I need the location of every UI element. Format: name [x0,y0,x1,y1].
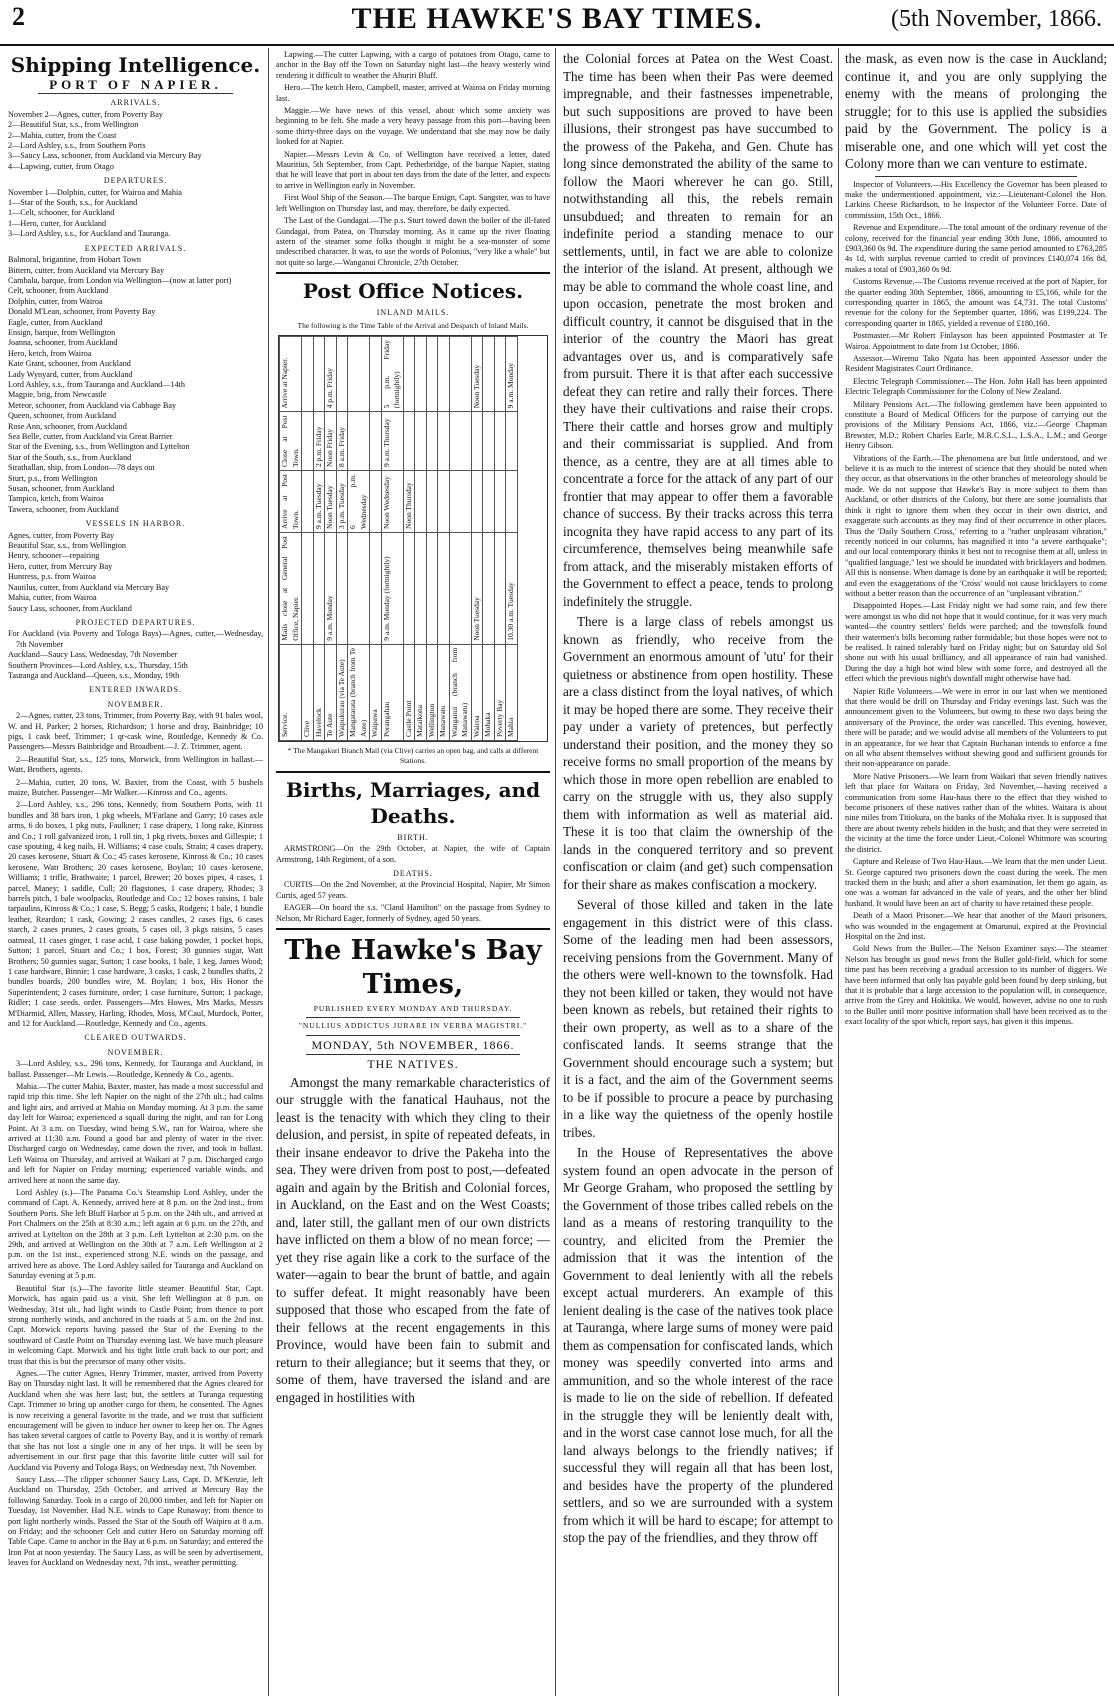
list-item: 2—Lord Ashley, s.s., from Southern Ports [8,141,146,151]
table-cell: 9 a.m. Monday (fortnightly) [381,532,403,644]
list-item: Lord Ashley, s.s., from Tauranga and Auckland—14th [8,379,186,389]
table-cell [313,532,325,644]
table-cell: Wairoa [471,644,483,740]
table-row [506,336,518,740]
masthead-date: MONDAY, 5th NOVEMBER, 1866. [311,1037,515,1052]
table-cell: 5 p.m. Friday (fortnightly) [381,336,403,411]
mail-timetable [278,335,548,742]
table-cell [348,532,370,644]
shipping-note: Lord Ashley (s.)—The Panama Co.'s Steamship Lord Ashley, under the command of Capt. A. Kennedy, arrived here at 8 p.m. on the 2nd inst., from Southern Ports. She left Bluff Harbor at 5 p.m. on the 24th ult., and arrived at Port Chalmers on the 25th at 8:30 a.m.; left again at 6 p.m. on the 27th, and arrived at Lyttelton on the 28th at 3 p.m. Left Lyttelton at 2:30 p.m. on the 29th, and arrived at Wellington on the 30th at 7 a.m. Left Wellington at 2 p.m. on the 1st inst., experienced strong N.E. winds on the passage, and arrived here as above. The Lord Ashley sailed for Tauranga and Auckland on Saturday evening at 5 p.m. [8,1188,263,1281]
table-cell: Mahia [506,644,518,740]
cleared-month: NOVEMBER. [107,1047,164,1057]
news-item: Napier Rifle Volunteers.—We were in error in our last when we mentioned that there would be drill on Thursday and Friday evenings last. Such was the announcement given to the Volunteers, but owing to these two days being the anniversary of the Province, the order was cancelled. This evening, however, there will be parade; and we would advise all members of the Volunteers to put in an appearance, for we hear that Captain Buchanan intends to enforce a fine on all who absent themselves without shewing good and sufficient grounds for their non-appearance on parade. [845,686,1107,769]
table-cell: Manawatu [438,644,450,740]
list-item: Tampico, ketch, from Wairoa [8,494,104,504]
table-cell: Noon Friday [325,412,337,471]
table-cell [370,532,382,644]
article-continuation [845,50,1107,173]
table-cell [438,532,450,644]
news-item: Gold News from the Buller.—The Nelson Examiner says:—The steamer Nelson has brought us good news from the Buller gold-field, which for some time past has been receiving a gradual accession to its number of diggers. We have been informed that only has payable gold been found by deep sinking, but that it is probable that a large accession to the population will, in consequence, arrive from the Grey and Hokitika. We would, however, advise no one to rush to the Buller until more positive information shall have been received as to the exact locality of the spot which, report says, has given it this impetus. [845,944,1107,1027]
shipping-note: Hero.—The ketch Hero, Campbell, master, arrived at Wairoa on Friday morning last. [276,83,550,103]
table-cell: Noon Tuesday [325,470,337,532]
list-item: Tawera, schooner, from Auckland [8,504,119,514]
table-cell [403,532,415,644]
list-item: Star of the South, s.s., from Auckland [8,452,132,462]
table-cell: Castle Point [403,644,415,740]
list-item: Mahia, cutter, from Wairoa [8,593,97,603]
news-item: Disappointed Hopes.—Last Friday night we had some rain, and few there were amongst us who did not hope that it would continue, for it was very much wanted—the country settlers' fields were parched; and the townsfolk found their watermen's bills becoming rather formidable; but those hopes were not to be realised. It rained tolerably hard on Friday night; but on Saturday old Sol shone out with his usual brilliancy, and all appearance of rain had vanished. During the day a high hot wind blew with some force, and destroyed all the effect which the previous night's downfall might otherwise have had. [845,601,1107,684]
news-item: Vibrations of the Earth.—The phenomena are but little understood, and we believe it is as much to the interest of science that they should be noted when they occur, as that observations in the other branches of meteorology should be made. We do not suppose that Hawke's Bay is more subject to them than Auckland, or other districts of the Colony, but there are some journalists that think it right to ignore them when they occur in their own district, and exaggerate such accounts as they may find of their occurrence in other places. Thus the 'Daily Southern Cross,' referring to a "rather unpleasant vibration," recently noticed in our columns, has magnified it into "a severe earthquake"; and our local contemporary thinks it best not to recognise them at all, unless in "qualified language," lest we should be inundated with bricklayers and hodmen. All this is nonsense. When damage is done by an earthquake it will be reported; and even the exaggerations of the 'Cross' would not cause bricklayers to come without a better reason than the occurrence of an "unpleasant vibration." [845,453,1107,598]
shipping-note: Napier.—Messrs Levin & Co. of Wellington have received a letter, dated Mauritius, 5th September, from Capt. Petherbridge, of the barque Napier, stating that he will leave that port in about ten days from the date of the letter, and expects to arrive in Wellington early in November. [276,149,550,190]
table-cell [415,336,427,411]
table-cell [426,532,438,644]
list-item: Queen, schooner, from Auckland [8,411,117,421]
list-item: Auckland—Saucy Lass, Wednesday, 7th November [8,650,178,660]
table-cell: 9 a.m. Monday [325,532,337,644]
entered-heading: ENTERED INWARDS. [89,685,182,695]
table-cell: 9 a.m. Monday [506,336,518,411]
list-item: Ensign, barque, from Wellington [8,327,116,337]
arrivals-heading: ARRIVALS. [110,98,161,108]
table-cell: Mohaka [483,644,495,740]
masthead-title: The Hawke's Bay Times, [284,935,542,1000]
list-item: Huntress, p.s. from Wairoa [8,572,96,582]
table-cell [438,412,450,471]
table-row [403,336,415,740]
table-cell [471,412,483,471]
column-notices [276,50,550,1690]
list-item: For Auckland (via Poverty and Tologa Bays)—Agnes, cutter,—Wednesday, 7th November [8,629,263,649]
table-cell [313,336,325,411]
news-item: Electric Telegraph Commissioner.—The Hon. John Hall has been appointed Electric Telegraph Commissioner for the Colony of New Zealand. [845,376,1107,397]
entered-item: 2—Lord Ashley, s.s., 296 tons, Kennedy, from Southern Ports, with 11 bundles and 38 bars iron, 1 pkg wheels, M'Farlane and Garry; 10 cases axle arms, 6 do boxes, 1 pkg nuts, Faulkner; 1 case drapery, 1 long rake, Kinross and Co.; 1 roll galvanized iron, 1 roll tin, 1 pkg rivets, boxes and Gillespie; 1 case spouting, 4 keg nails, H. Williams; 4 case coals, Strain; 4 cases drapery, 20 cases kerosene, Stuart & Co.; 45 cases kerosene, Kinross & Co.; 10 cases kerosene, Watt Brothers; 20 cases kerosene, Boylan; 10 cases kerosene, Williams; 1 trifle, Brathwaite; 1 parcel, Brewer; 20 boxes pipes, 4 cases, 1 parcel, Maney; 1 saddle, Cull; 20 flagstones, 1 case drapery, Rhodes; 3 barrels pitch, 1 bale woolpacks, Routledge and Co.; 12 boxes raisins, 1 bale tarpaulins, Kinross & Co.; 1 case, S. Begg; 5 casks, Rodgers; 1 bale, 1 bundle leather, Reardon; 1 cask, Gowing; 2 cases candles, 2 cases figs, 6 cases starch, 2 cases prunes, 2 cases groats, 5 cases oil, 3 pkgs raisins, 5 cases oatmeal, 11 cases ginger, 1 case acid, 1 case baking powder, 1 pocket hops, Sutton; 1 parcel, Stuart and Co.; 1 box, Forest; 30 gunnies sugar, Watt Brothers; 50 gunnies sugar, Sutton; 1 case books, 1 bale, 1 keg, James Wood; 1 case hardware, Binnie; 1 case hardware, 3 casks, 1 cask, 2 bundles shafts, 2 bundles boards, 200 bundles wire, M. Boylan; 1 box, His Honor the Superintendent; 2 cases furniture, order; 1 case furniture, Sutton; 1 package, Ridler; 1 case seeds, order. Passengers—Mrs Howes, Mrs Marks, Messrs M'Diarmid, Allen, Massey, Harling, Rhodes, Moss, M'Caul, Murdock, Potter, and 12 for Auckland.—Routledge, Kennedy and Co., agents. [8,800,263,1028]
table-row [370,336,382,740]
birth-notice: ARMSTRONG—On the 29th October, at Napier, the wife of Captain Armstrong, 14th Regiment, of a son. [276,844,550,864]
table-cell: Mangatarata (branch from Te Aute) [348,644,370,740]
list-item: Lady Wynyard, cutter, from Auckland [8,369,133,379]
table-cell [494,336,506,411]
projected-heading: PROJECTED DEPARTURES. [75,617,196,627]
table-cell: 2 p.m. Friday [313,412,325,471]
table-cell: 3 p.m. Tuesday [336,470,348,532]
column-header: Mails close at General Post Office, Napier. [280,532,302,644]
news-item: More Native Prisoners.—We learn from Waikari that seven friendly natives left that place for Waitara on Friday, 3rd November,—having received a communication from some Hau-haus there to the effect that they wished to become prisoners of these natives rather than of the whites. Waitara is about nine miles from Titiokura, on the banks of the Mohaka river. It is supposed that there are about twenty rebels hidden in the bush; and that they were secreted in the vicinity at the time the force under Lieut.-Colonel Whitmore was scouring the district. [845,771,1107,854]
list-item: Balmoral, brigantine, from Hobart Town [8,255,141,265]
column-rule [838,48,839,1696]
cleared-heading: CLEARED OUTWARDS. [84,1033,187,1043]
article-paragraph: In the House of Representatives the above system found an open advocate in the person of Mr George Graham, who proposed the settling by the Government of those tribes called rebels on the land as a means of restoring tranquility to the country, and elicited from the Premier the admission that it was the intention of the Government to deal leniently with all the rebels except actual murderers. An example of this lenient dealing is the case of the natives took place at Tauranga, where large sums of money were paid them as compensation for confiscated lands, which money was speedily converted into arms and ammunition, and so the whole interest of the race is made to lie on the side of rebellion. If defeated in the struggle they will be leniently dealt with, and in the worst case cannot lose much, for all the land always belongs to the friendly natives; if successful they will regain all that has been lost, and besides have the property of the plundered settlers, and so we are surrounded with a system from which it will be hard to escape; for attempt to stop the pay of the friendlies, and they throw off [563,1145,833,1545]
list-item: November 1—Dolphin, cutter, for Wairoa and Mahia [8,187,182,197]
inland-mails-heading: INLAND MAILS. [376,308,450,318]
table-cell [506,470,518,532]
list-item: Strathallan, ship, from London—78 days out [8,463,155,473]
news-item: Death of a Maori Prisoner.—We hear that another of the Maori prisoners, who was wounded in the engagement at Omarunui, expired at the Provincial Hospital on the 2nd inst. [845,911,1107,941]
death-notice: EAGER—On board the s.s. "Cland Hamilton" on the passage from Sydney to Nelson, Mr Richard Eager, formerly of Sydney, aged 50 years. [276,903,550,923]
list-item: Tauranga and Auckland—Queen, s.s., Monday, 19th [8,670,180,680]
table-row [415,336,427,740]
table-cell: Noon Tuesday [471,336,483,411]
newspaper-title: THE HAWKE'S BAY TIMES. [351,2,763,35]
departures-heading: DEPARTURES. [103,176,168,186]
list-item: November 2—Agnes, cutter, from Poverty Bay [8,109,163,119]
table-cell: 10.30 a.m. Tuesday [506,532,518,644]
table-cell: Noon Tuesday [471,532,483,644]
article-paragraph: the Colonial forces at Patea on the West Coast. The time has been when their Pas were deemed impregnable, and their fastnesses impenetrable, but such suppositions are proved to have been illusions, their strongest pas have succumbed to the prowess of the Pakeha, and Gen. Chute has long since demonstrated the ability of the same to follow the Maori wherever he can go. Still, notwithstanding all this, the rebels remain unsubdued; and threaten to remain for an indefinite period a standing menace to our settlements, until, in fact we are able to colonize the interior of the island. At present, although we may be able to command the whole coast line, and upon occasion, penetrate the most broken and difficult country, it cannot be disguised that in the interior of the country the Maori has great advantages over us, and is comparatively safe from pursuit. There it is that after each successive defeat they can retire and rally their forces. There they have their cultivations and raise their crops. There their cattle and horses grow and multiply and their commissariat is supplied. And from thence, as a centre, they are at all times able to concentrate a force for the attack of any part of our frontier that may appear to offer them a favorable chance of success. By their tracks across this terra incognita they have rapid access to any part of its circumference, themselves being meanwhile safe from attack, and the miserably mistaken efforts of the Government to effect a peace, tends to prolong indefinitely the struggle. [563,51,833,609]
news-item: Revenue and Expenditure.—The total amount of the ordinary revenue of the colony, received for the financial year ending 30th June, 1866, amounted to £903,360 0s 9d. The expenditure during the same period amounted to £763,285 4s 1d, with surplus revenue carried to credit of provinces £140,074 16s 8d, makes a total of £903,360 0s 9d. [845,223,1107,274]
list-item: Southern Provinces—Lord Ashley, s.s., Thursday, 15th [8,660,188,670]
mail-footnote: * The Mangakuri Branch Mail (via Clive) carries an open bag, and calls at different Stations. [287,745,539,766]
departures-list [8,188,263,240]
table-cell [438,336,450,411]
table-cell [336,532,348,644]
list-item: 2—Beautiful Star, s.s., from Wellington [8,120,139,130]
table-cell: Havelock [313,644,325,740]
section-heading-shipping: Shipping Intelligence. [10,53,261,77]
table-cell [302,336,314,411]
list-item: Beautiful Star, s.s., from Wellington [8,541,127,551]
table-row [483,336,495,740]
table-cell [494,532,506,644]
news-item: Assessor.—Wiremu Tako Ngata has been appointed Assessor under the Resident Magistrates Court Ordinance. [845,354,1107,374]
list-item: Rose Ann, schooner, from Auckland [8,421,127,431]
death-notice: CURTIS—On the 2nd November, at the Provincial Hospital, Napier, Mr Simon Curtis, aged 57 years. [276,880,550,900]
list-item: Star of the Evening, s.s., from Wellington and Lyttelton [8,442,190,452]
page-header [0,0,1114,46]
column-header: Service. [280,644,302,740]
list-item: Susan, schooner, from Auckland [8,484,115,494]
news-item: Postmaster.—Mr Robert Finlayson has been appointed Postmaster at Te Wairoa. Appointment to date from 1st October, 1866. [845,331,1107,351]
table-cell: 6 p.m. Wednesday [348,470,370,532]
list-item: 1—Hero, cutter, for Auckland [8,218,107,228]
entered-item: 2—Agnes, cutter, 23 tons, Trimmer, from Poverty Bay, with 91 bales wool, W. and H. Parker; 2 horses, Richardson; 1 horse and dray, Bainbridge; 10 pigs, 1 cask beef, Trimmer; 1 qr-cask wine, Routledge, Kennedy & Co. Passengers—Messrs Bainbridge and Broadbent.—J. Z. Trimmer, agent. [8,711,263,752]
list-item: Hero, ketch, from Wairoa [8,348,92,358]
table-cell [336,336,348,411]
list-item: Saucy Lass, schooner, from Auckland [8,603,132,613]
table-cell [483,336,495,411]
table-cell [415,532,427,644]
table-cell: Waipawa [370,644,382,740]
port-heading: PORT OF NAPIER. [49,77,222,92]
table-cell [471,470,483,532]
table-cell [302,412,314,471]
section-heading-bmd: Births, Marriages, and Deaths. [285,777,541,828]
table-cell [403,336,415,411]
table-cell [449,470,471,532]
list-item: Joanna, schooner, from Auckland [8,338,118,348]
expected-heading: EXPECTED ARRIVALS. [84,243,187,253]
list-item: 3—Lord Ashley, s.s., for Auckland and Tauranga. [8,229,171,239]
column-header: Arrive at Napier. [280,336,302,411]
list-item: Celt, schooner, from Auckland [8,286,109,296]
mail-table [279,336,518,741]
arrivals-list [8,110,263,172]
harbor-list [8,531,263,614]
list-item: 1—Star of the South, s.s., for Auckland [8,198,138,208]
news-item: Inspector of Volunteers.—His Excellency the Governor has been pleased to make the undermentioned appointment, viz.:—Lieutenant-Colonel the Hon. Larkins Cheese Richardson, to be Inspector of the Volunteer Force. Date of commission, 15th Oct., 1866. [845,179,1107,220]
list-item: 1—Celt, schooner, for Auckland [8,208,115,218]
shipping-note: Mahia.—The cutter Mahia, Baxter, master, has made a most successful and rapid trip this time. She left Napier on the night of the 27th ult.; had calms and light airs, and arrived at Mahia on Monday morning. At 3 p.m. the same day left for Wairoa; experienced a squall during the night, and ran for Long Point. At 3 a.m. on Tuesday, wind being S.W., ran for Wairoa, where she arrived at 11:30 a.m. Found a good bar and plenty of water in the river. Discharged cargo on Wednesday, came down the river, and took in ballast. Left Wairoa on Thursday, and arrived at Waikari at 7 p.m. Discharged cargo and left for Napier on Friday morning; experienced variable winds, and arrived here at noon the same day. [8,1081,263,1185]
list-item: Eagle, cutter, from Auckland [8,317,103,327]
table-cell: 9 a.m. Thursday [381,412,403,471]
shipping-note: Agnes.—The cutter Agnes, Henry Trimmer, master, arrived from Poverty Bay on Thursday night last. It will be remembered that the Agnes cleared for Auckland when she was here last; but, the settlers at Turanga requesting Capt. Trimmer to bring up another cargo for them, he consented. The Agnes is now receiving a general favorite in the trade, and we trust that sufficient encouragement will be given to induce her owner to keep her on. The Agnes has taken several cargoes of cattle to Poverty Bay, and it is worthy of remark that she has not lost a single one in any of her trips. It will be seen by advertisement in our first page that this favorite little cutter will sail for Auckland via Poverty and Tologa Bays, on Wednesday next, 7th November. [8,1368,263,1472]
list-item: Nautilus, cutter, from Auckland via Mercury Bay [8,582,170,592]
shipping-note: Lapwing.—The cutter Lapwing, with a cargo of potatoes from Otago, came to anchor in the Bay off the Town on Saturday night last—the heavy westerly wind rendering it difficult to weather the Ahuriri Bluff. [276,50,550,80]
shipping-note: The Last of the Gundagai.—The p.s. Sturt towed down the boiler of the ill-fated Gundagai, from Patea, on Thursday morning. As it came up the river floating astern of the steamer some folks thought it might be a sea-monster of some undescribed character. It was, to use the words of Polonius, "very like a whale" but not quite so large.—Wanganui Chronicle, 27th October. [276,216,550,267]
column-header: Arrive at Post Town. [280,470,302,532]
table-row [438,336,450,740]
table-cell [494,470,506,532]
article-paragraph: the mask, as even now is the case in Auckland; continue it, and you are only supplying the enemy with the means of prolonging the struggle; for to this use is applied the subsidies paid by the Government. The policy is a miserable one, and one which will yet cost the Colony more than we can venture to estimate. [845,51,1107,171]
harbor-heading: VESSELS IN HARBOR. [85,519,186,529]
list-item: Agnes, cutter, from Poverty Bay [8,530,115,540]
column-rule [268,48,269,1696]
list-item: Meteor, schooner, from Auckland via Cabbage Bay [8,400,177,410]
shipping-note: Saucy Lass.—The clipper schooner Saucy Lass, Capt. D. M'Kenzie, left Auckland on Thursday, 25th October, and arrived at Mercury Bay the following Saturday. Took in a cargo of 20,000 timber, and left for Napier on Tuesday, 1st November. Had N.E. winds to Cape Runaway; from thence to port light northerly winds. Passed the Star of the South off Waipiro at 8 a.m. on Friday; and the schooner Celt and cutter Hero on Saturday morning off Table Cape. Came to anchor in the Bay at 6 p.m. on Saturday; and entered the Iron Pot at noon yesterday. The Saucy Lass, as will be seen by advertisement, leaves for Auckland on Wednesday next, 7th inst., weather permitting. [8,1475,263,1568]
article-title: THE NATIVES. [367,1057,459,1072]
column-news [845,50,1107,1690]
issue-date: (5th November, 1866. [891,6,1102,32]
table-cell [483,532,495,644]
projected-list [8,629,263,681]
list-item: Dolphin, cutter, from Wairoa [8,296,103,306]
table-header-row [280,336,302,740]
table-cell [426,470,438,532]
entered-month: NOVEMBER. [107,699,164,709]
news-item: Customs Revenue.—The Customs revenue received at the port of Napier, for the quarter ending 30th September, 1866, amounting to £5,166, while for the corresponding quarter in 1865, the amount was £4,731. The total Customs' revenue for the colony for the September quarter, 1866, was £199,224. The corresponding quarter in 1865, yielded a revenue of £180,160. [845,277,1107,328]
page-number: 2 [12,2,25,31]
column-header: Close at Post Town. [280,412,302,471]
table-cell [370,412,382,471]
table-cell: Waipukurau (via Te Aute) [336,644,348,740]
article-paragraph: There is a large class of rebels amongst us known as friendly, who receive from the Government an enormous amount of 'utu' for their quietness or abstinence from open hostility. These are a class distinct from the loyal natives, of which it may be hoped there are some. They receive their pay under a variety of pretences, but perfectly understand their position, and the money they so receive forms no small proportion of the means by which those in more open rebellion are enabled to carry on the struggle with us, they also supply them with information as well as material aid. These it is too that claim the ownership of the lands in the conquered territory and so prevent confiscation or claim (and get) such compensation for their share as makes confiscation a mockery. [563,614,833,892]
column-article [563,50,833,1690]
column-rule [555,48,556,1696]
article-paragraph: Amongst the many remarkable characteristics of our struggle with the fanatical Hauhaus, not the least is the tenacity with which they cling to their delusion, and persist, in spite of repeated defeats, in their insane endeavor to drive the Pakeha into the sea. They were driven from post to post,—defeated again and again by the British and Colonial forces, in Auckland, on the East and on the West Coasts; and, later still, the gallant men of our own districts have inflicted on them a blow of no mean force; —yet they rise again like a cork to the surface of the water—again to bear the brunt of battle, and again to suffer defeat. It might reasonably have been supposed that those who escaped from the fate of their fellows at the recent engagements in this Province, would have been fain to submit and return to their allegiance; but it seems that they, or some of them, have traversed the island and are engaged in hostilities with [276,1074,550,1405]
list-item: Sturt, p.s., from Wellington [8,473,98,483]
section-heading-post-office: Post Office Notices. [302,279,524,304]
table-cell [426,336,438,411]
table-cell: Noon Thursday [403,470,415,532]
table-cell: 4 p.m. Friday [325,336,337,411]
table-row [381,336,403,740]
shipping-note: First Wool Ship of the Season.—The barque Ensign, Capt. Sangster, was to have left Wellington on Thursday last, and may, therefore, be daily expected. [276,193,550,213]
table-cell [506,412,518,471]
table-row [302,336,314,740]
table-cell: Wanganui (branch from Manawatu) [449,644,471,740]
table-cell [449,532,471,644]
table-cell [438,470,450,532]
table-cell [415,470,427,532]
table-row [336,336,348,740]
table-cell [426,412,438,471]
expected-list [8,255,263,515]
table-cell [494,412,506,471]
list-item: Hero, cutter, from Mercury Bay [8,561,113,571]
table-cell [302,532,314,644]
table-row [494,336,506,740]
list-item: Kate Grant, schooner, from Auckland [8,359,131,369]
table-row [471,336,483,740]
article-paragraph: Several of those killed and taken in the late engagement in this district were of this class. Some of the leading men had been assessors, receiving pensions from the Government. Many of the others were well-known to the townsfolk. Had they not been killed or taken, they would not have been known as rebels, but retained their rights to their own property, as well as to a share of the confiscated lands. It seems strange that the Government should encourage such a system; but it is a fact, and the aim of the Government seems to be if possible to procure a peace by purchasing in a like way the quietness of the openly hostile tribes. [563,897,833,1140]
column-shipping [8,50,263,1690]
shipping-note: Beautiful Star (s.)—The favorite little steamer Beautiful Star, Capt. Morwick, has again paid us a visit. She left Wellington at 8 p.m. on Wednesday, 31st ult., had light winds to Castle Point; from thence to port strong northerly winds, and anchored in the roads at 5 a.m. on the 2nd inst. Capt. Morwick reports having passed the Star of the Evening to the southward of Castle Point on Thursday evening last. We have much pleasure in welcoming Capt. Morwick and his tight little craft back to our port; and trust that this is but the precursor of many other visits. [8,1283,263,1366]
list-item: Magpie, brig, from Newcastle [8,390,107,400]
article-body [276,1074,550,1407]
table-cell [370,336,382,411]
deaths-heading: DEATHS. [393,868,433,878]
table-cell [449,336,471,411]
list-item: 3—Saucy Lass, schooner, from Auckland via Mercury Bay [8,151,202,161]
table-cell [348,412,370,471]
shipping-note: Maggie.—We have news of this vessel, about which some anxiety was beginning to be felt. She made a very heavy passage from this port—having been some thirty-three days on the voyage. We understand that she may now be daily looked for at Napier. [276,106,550,147]
table-cell: 8 a.m. Friday [336,412,348,471]
table-row [426,336,438,740]
table-row [325,336,337,740]
table-cell: Wellington [426,644,438,740]
masthead-published: PUBLISHED EVERY MONDAY AND THURSDAY. [313,1004,513,1013]
table-cell: Noon Wednesday [381,470,403,532]
list-item: Bittern, cutter, from Auckland via Mercury Bay [8,265,165,275]
table-cell [370,470,382,532]
list-item: Cambalu, barque, from London via Wellington—(now at latter port) [8,275,232,285]
table-cell: Mataikona [415,644,427,740]
masthead-motto: "NULLIUS ADDICTUS JURARE IN VERBA MAGISTRI." [298,1021,528,1031]
table-cell: 9 a.m. Tuesday [313,470,325,532]
news-item: Capture and Release of Two Hau-Haus.—We learn that the men under Lieut. St. George captured two prisoners down the coast during the week. The men tracked them in the bush; and after a short examination, let them go again, as one was a woman far advanced in the vale of years, and the other her blind husband. It would have been an act of charity to have retained these people. [845,857,1107,908]
table-cell [415,412,427,471]
table-cell [302,470,314,532]
table-row [313,336,325,740]
table-cell [483,412,495,471]
list-item: Henry, schooner—repairing [8,551,100,561]
table-row [449,336,471,740]
table-cell: Clive [302,644,314,740]
table-cell [449,412,471,471]
list-item: 2—Mahia, cutter, from the Coast [8,130,117,140]
entered-item: 2—Beautiful Star, s.s., 125 tons, Morwick, from Wellington in ballast.—Watt, Brothers, agents. [8,754,263,775]
table-cell [403,412,415,471]
birth-heading: BIRTH. [397,832,429,842]
list-item: Sea Belle, cutter, from Auckland via Great Barrier [8,432,173,441]
table-cell [483,470,495,532]
list-item: 4—Lapwing, cutter, from Otago [8,161,114,171]
cleared-item: 3—Lord Ashley, s.s., 296 tons, Kennedy, for Tauranga and Auckland, in ballast. Passenger—Mr Lewis.—Routledge, Kennedy & Co., agents. [8,1059,263,1079]
table-cell [348,336,370,411]
entered-item: 2—Mahia, cutter, 20 tons, W. Baxter, from the Coast, with 5 bushels maize, Butcher. Passenger—Mr Walker.—Kinross and Co., agents. [8,777,263,797]
news-item: Military Pensions Act.—The following gentlemen have been appointed to constitute a Board of Medical Officers for the purpose of carrying out the provisions of the Military Pensions Act, 1866, viz.:—George Chapman Brewster, M.D.; Robert Charles Earle, M.R.C.S.L., L.S.A., L.M.; and George Henry Gibson. [845,399,1107,451]
list-item: Donald M'Lean, schooner, from Poverty Bay [8,307,156,317]
table-cell: Porangahau [381,644,403,740]
table-cell: Te Aute [325,644,337,740]
mail-intro: The following is the Time Table of the Arrival and Despatch of Inland Mails. [297,320,529,330]
table-row [348,336,370,740]
table-cell: Poverty Bay [494,644,506,740]
